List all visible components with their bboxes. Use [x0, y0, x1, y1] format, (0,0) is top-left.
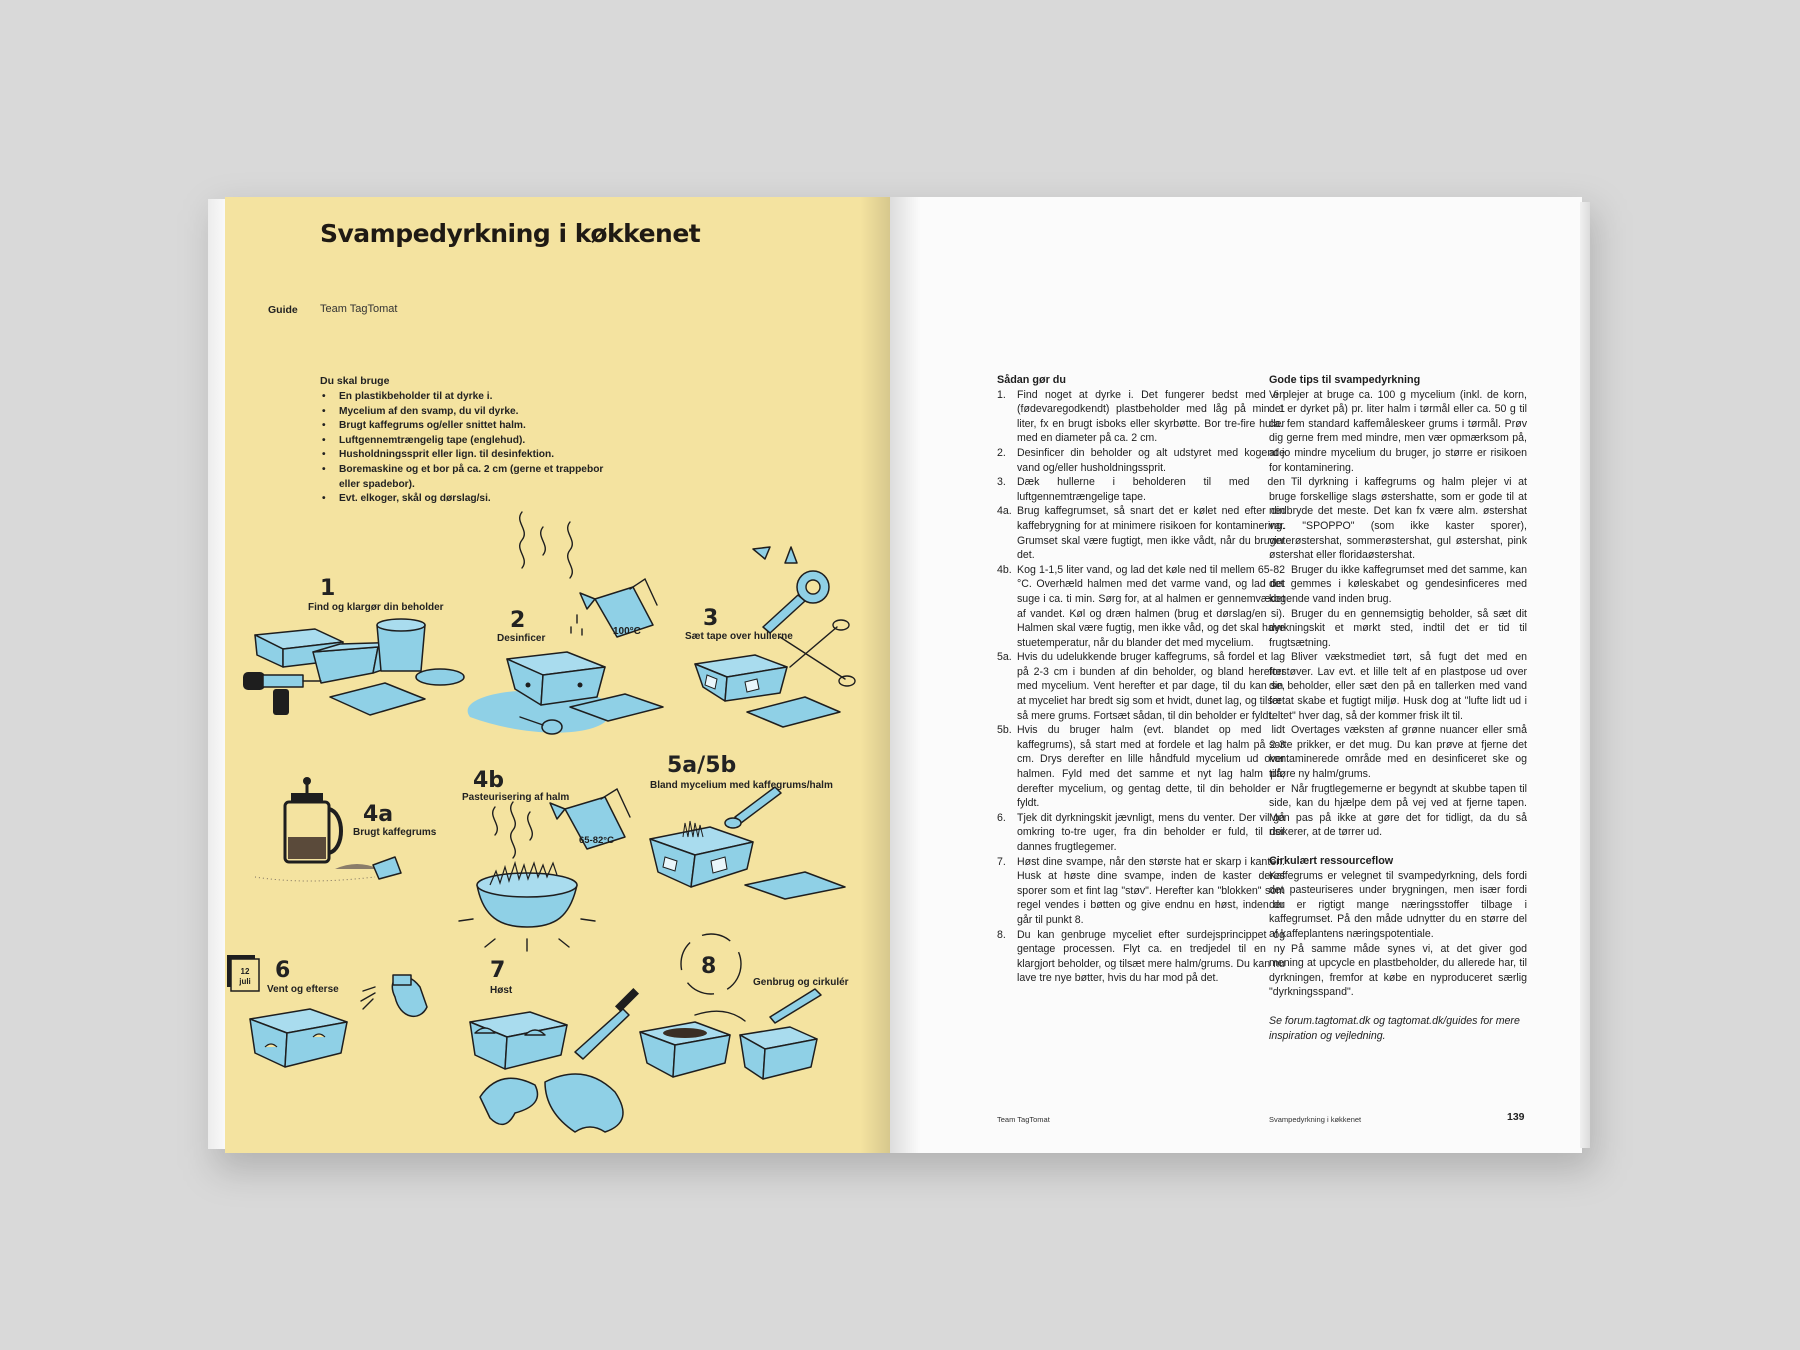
footer-author: Team TagTomat	[997, 1115, 1050, 1124]
tips-column	[1269, 373, 1527, 1043]
list-item: 4a. Brug kaffegrumset, så snart det er kølet ned efter din kaffebrygning for at minimere risikoen for kontaminering. Grumset skal være fugtigt, men ikke vådt, når du bruger det.	[997, 505, 1285, 562]
section-label: Guide	[268, 304, 298, 316]
step-number: 6	[275, 958, 291, 983]
paragraph: På samme måde synes vi, at det giver god mening at upcycle en plastbeholder, du allerede har, til dyrkningen, fremfor at købe en nyproduceret særlig "dyrkningsspand".	[1269, 942, 1527, 999]
left-page-edge	[208, 199, 226, 1149]
step-4b-illustration	[459, 768, 630, 951]
paragraph: Vi plejer at bruge ca. 100 g mycelium (inkl. de korn, det er dyrket på) pr. liter halm i tørmål eller ca. 50 g til ca. fem standard kaffemåleskeer grums i tørmål. Prøv dig gerne frem med mindre, men vær opmærksom på, at jo mindre mycelium du bruger, jo større er risikoen for kontaminering.	[1269, 388, 1527, 474]
step-label: Pasteurisering af halm	[462, 792, 570, 803]
list-item: • Mycelium af den svamp, du vil dyrke.	[320, 405, 610, 420]
step-1-illustration	[243, 576, 464, 715]
step-number: 4a	[363, 802, 394, 827]
author: Team TagTomat	[320, 303, 398, 315]
list-item: • Brugt kaffegrums og/eller snittet halm.	[320, 419, 610, 434]
step-4a-illustration	[255, 777, 437, 881]
step-2-illustration	[468, 512, 663, 734]
list-item: • Boremaskine og et bor på ca. 2 cm (gerne et trappebor eller spadebor).	[320, 463, 610, 492]
illustrated-steps	[225, 197, 890, 1153]
list-item: 4b. Kog 1-1,5 liter vand, og lad det køle ned til mellem 65-82 °C. Overhæld halmen med det varme vand, og lad det suge i ca. ti min. Sørg for, at al halmen er gennemvædet af vandet. Køl og dræn halmen (brug et dørslag/en si). Halmen skal være fugtig, men ikke våd, og det skal have stuetemperatur, når du blander det med mycelium.	[997, 563, 1285, 649]
list-item: 1. Find noget at dyrke i. Det fungerer bedst med en (fødevaregodkendt) plastbeholder med låg på min. 1 liter, fx en brugt isboks eller skyrbøtte. Bor tre-fire huller med en diameter på ca. 2 cm.	[997, 388, 1285, 445]
step-number: 4b	[473, 768, 505, 793]
list-item: 7. Høst dine svampe, når den største hat er skarp i kanten. Husk at høste dine svampe, inden de kaster deres sporer som et fint lag "støv". Herefter kan "blokken" som regel vendes i bøtten og give endnu en høst, inden du går til punkt 8.	[997, 855, 1285, 926]
calendar-month: juli	[239, 977, 251, 986]
flow-heading: Cirkulært ressourceflow	[1269, 855, 1394, 867]
step-8-illustration	[640, 934, 849, 1079]
closing-note: Se forum.tagtomat.dk og tagtomat.dk/guides for mere inspiration og vejledning.	[1269, 1014, 1520, 1042]
needs-heading: Du skal bruge	[320, 375, 390, 387]
step-label: Bland mycelium med kaffegrums/halm	[650, 780, 833, 791]
list-item: 6. Tjek dit dyrkningskit jævnligt, mens du venter. Der vil gå omkring to-tre uger, fra din beholder er fuld, til der dannes frugtlegemer.	[997, 811, 1285, 853]
paragraph: Kaffegrums er velegnet til svampedyrkning, dels fordi det pasteuriseres under brygningen, men især fordi der er rigtigt mange næringsstoffer tilbage i kaffegrumset. På den måde udnytter du en større del af kaffeplantens næringspotentiale.	[1269, 869, 1527, 940]
right-page-edge	[1580, 202, 1590, 1148]
paragraph: Overtages væksten af grønne nuancer eller små sorte prikker, er det mug. Du kan prøve at fjerne det kontaminerede område med en desinficeret ske og tilføre ny halm/grums.	[1269, 724, 1527, 781]
tips-heading: Gode tips til svampedyrkning	[1269, 374, 1421, 386]
list-item: • Evt. elkoger, skål og dørslag/si.	[320, 492, 610, 507]
list-item: • Husholdningssprit eller lign. til desinfektion.	[320, 448, 610, 463]
list-item: 5a. Hvis du udelukkende bruger kaffegrums, så fordel et lag på 2-3 cm i bunden af din beholder, og bland herefter med mycelium. Vent herefter et par dage, til du kan se, at myceliet har bredt sig som et hvidt, dunet lag, og tilsæt så mere grums. Fortsæt sådan, til din beholder er fyldt.	[997, 651, 1285, 722]
step-number: 5a/5b	[667, 753, 737, 778]
page-title: Svampedyrkning i køkkenet	[320, 219, 701, 248]
step-label: Sæt tape over hullerne	[685, 631, 793, 642]
list-item: 2. Desinficer din beholder og alt udstyret med kogende vand og/eller husholdningssprit.	[997, 446, 1285, 474]
step-label: Genbrug og cirkulér	[753, 977, 849, 988]
list-item: 8. Du kan genbruge myceliet efter surdejsprincippet og gentage processen. Flyt ca. en tredjedel til en ny klargjort beholder, og tilsæt mere halm/grums. Du kan nu lave tre nye bøtter, hvis du har mod på det.	[997, 928, 1285, 985]
paragraph: Bruger du en gennemsigtig beholder, så sæt dit dyrkningskit et mørkt sted, indtil det er tid til frugtsætning.	[1269, 607, 1527, 649]
calendar-day: 12	[240, 967, 250, 976]
step-3-illustration	[685, 547, 855, 727]
list-item: 5b. Hvis du bruger halm (evt. blandet op med lidt kaffegrums), så start med at fordele et lag halm på 2-3 cm. Drys derefter en lille håndfuld mycelium ud over halmen. Fyld med det samme et nyt lag halm på, derefter mycelium, og gentag dette, til din beholder er fyldt.	[997, 724, 1285, 810]
step-number: 7	[490, 958, 506, 983]
step-number: 2	[510, 608, 526, 633]
paragraph: Bruger du ikke kaffegrumset med det samme, kan det gemmes i køleskabet og gendesinficeres med kogende vand inden brug.	[1269, 563, 1527, 605]
list-item: 3. Dæk hullerne i beholderen til med den luftgennemtrængelige tape.	[997, 476, 1285, 503]
step-5-illustration	[650, 753, 845, 899]
how-to-steps	[997, 388, 1285, 986]
step-label: Brugt kaffegrums	[353, 827, 437, 838]
how-to-column	[997, 373, 1285, 986]
left-page	[225, 197, 890, 1153]
book-gutter	[860, 197, 920, 1153]
step-6-illustration	[227, 955, 427, 1067]
paragraph: Bliver vækstmediet tørt, så fugt det med en forstøver. Lav evt. et lille telt af en plastpose ud over din beholder, eller sæt den på en tallerken med vand for at skabe et fugtigt miljø. Husk dog at "lufte lidt ud i teltet" hver dag, så der kommer frisk ilt til.	[1269, 651, 1527, 722]
step-number: 1	[320, 576, 336, 601]
kettle-temperature: 100°C	[613, 626, 641, 637]
step-number: 3	[703, 606, 719, 631]
kettle-temperature: 65-82°C	[579, 835, 614, 846]
how-to-heading: Sådan gør du	[997, 374, 1066, 386]
step-label: Høst	[490, 985, 513, 996]
list-item: • Luftgennemtrængelig tape (englehud).	[320, 434, 610, 449]
step-7-illustration	[470, 958, 639, 1132]
paragraph: Til dyrkning i kaffegrums og halm plejer vi at bruge forskellige slags østershatte, som er gode til at nedbryde det meste. Det kan fx være alm. østershat var. "SPOPPO" (som ikke kaster sporer), vinterøstershat, sommerøstershat, gul østershat, pink østershat eller floridaøstershat.	[1269, 476, 1527, 562]
list-item: • En plastikbeholder til at dyrke i.	[320, 390, 610, 405]
step-label: Vent og efterse	[267, 984, 339, 995]
step-label: Desinficer	[497, 633, 546, 644]
step-number: 8	[701, 954, 717, 979]
right-page	[890, 197, 1582, 1153]
step-label: Find og klargør din beholder	[308, 602, 444, 613]
page-number: 139	[1507, 1111, 1525, 1123]
paragraph: Når frugtlegemerne er begyndt at skubbe tapen til side, kan du hjælpe dem på vej ved at fjerne tapen. Men pas på ikke at gøre det for tidligt, da du så risikerer, at de tørrer ud.	[1269, 782, 1527, 839]
footer-title: Svampedyrkning i køkkenet	[1269, 1115, 1362, 1124]
